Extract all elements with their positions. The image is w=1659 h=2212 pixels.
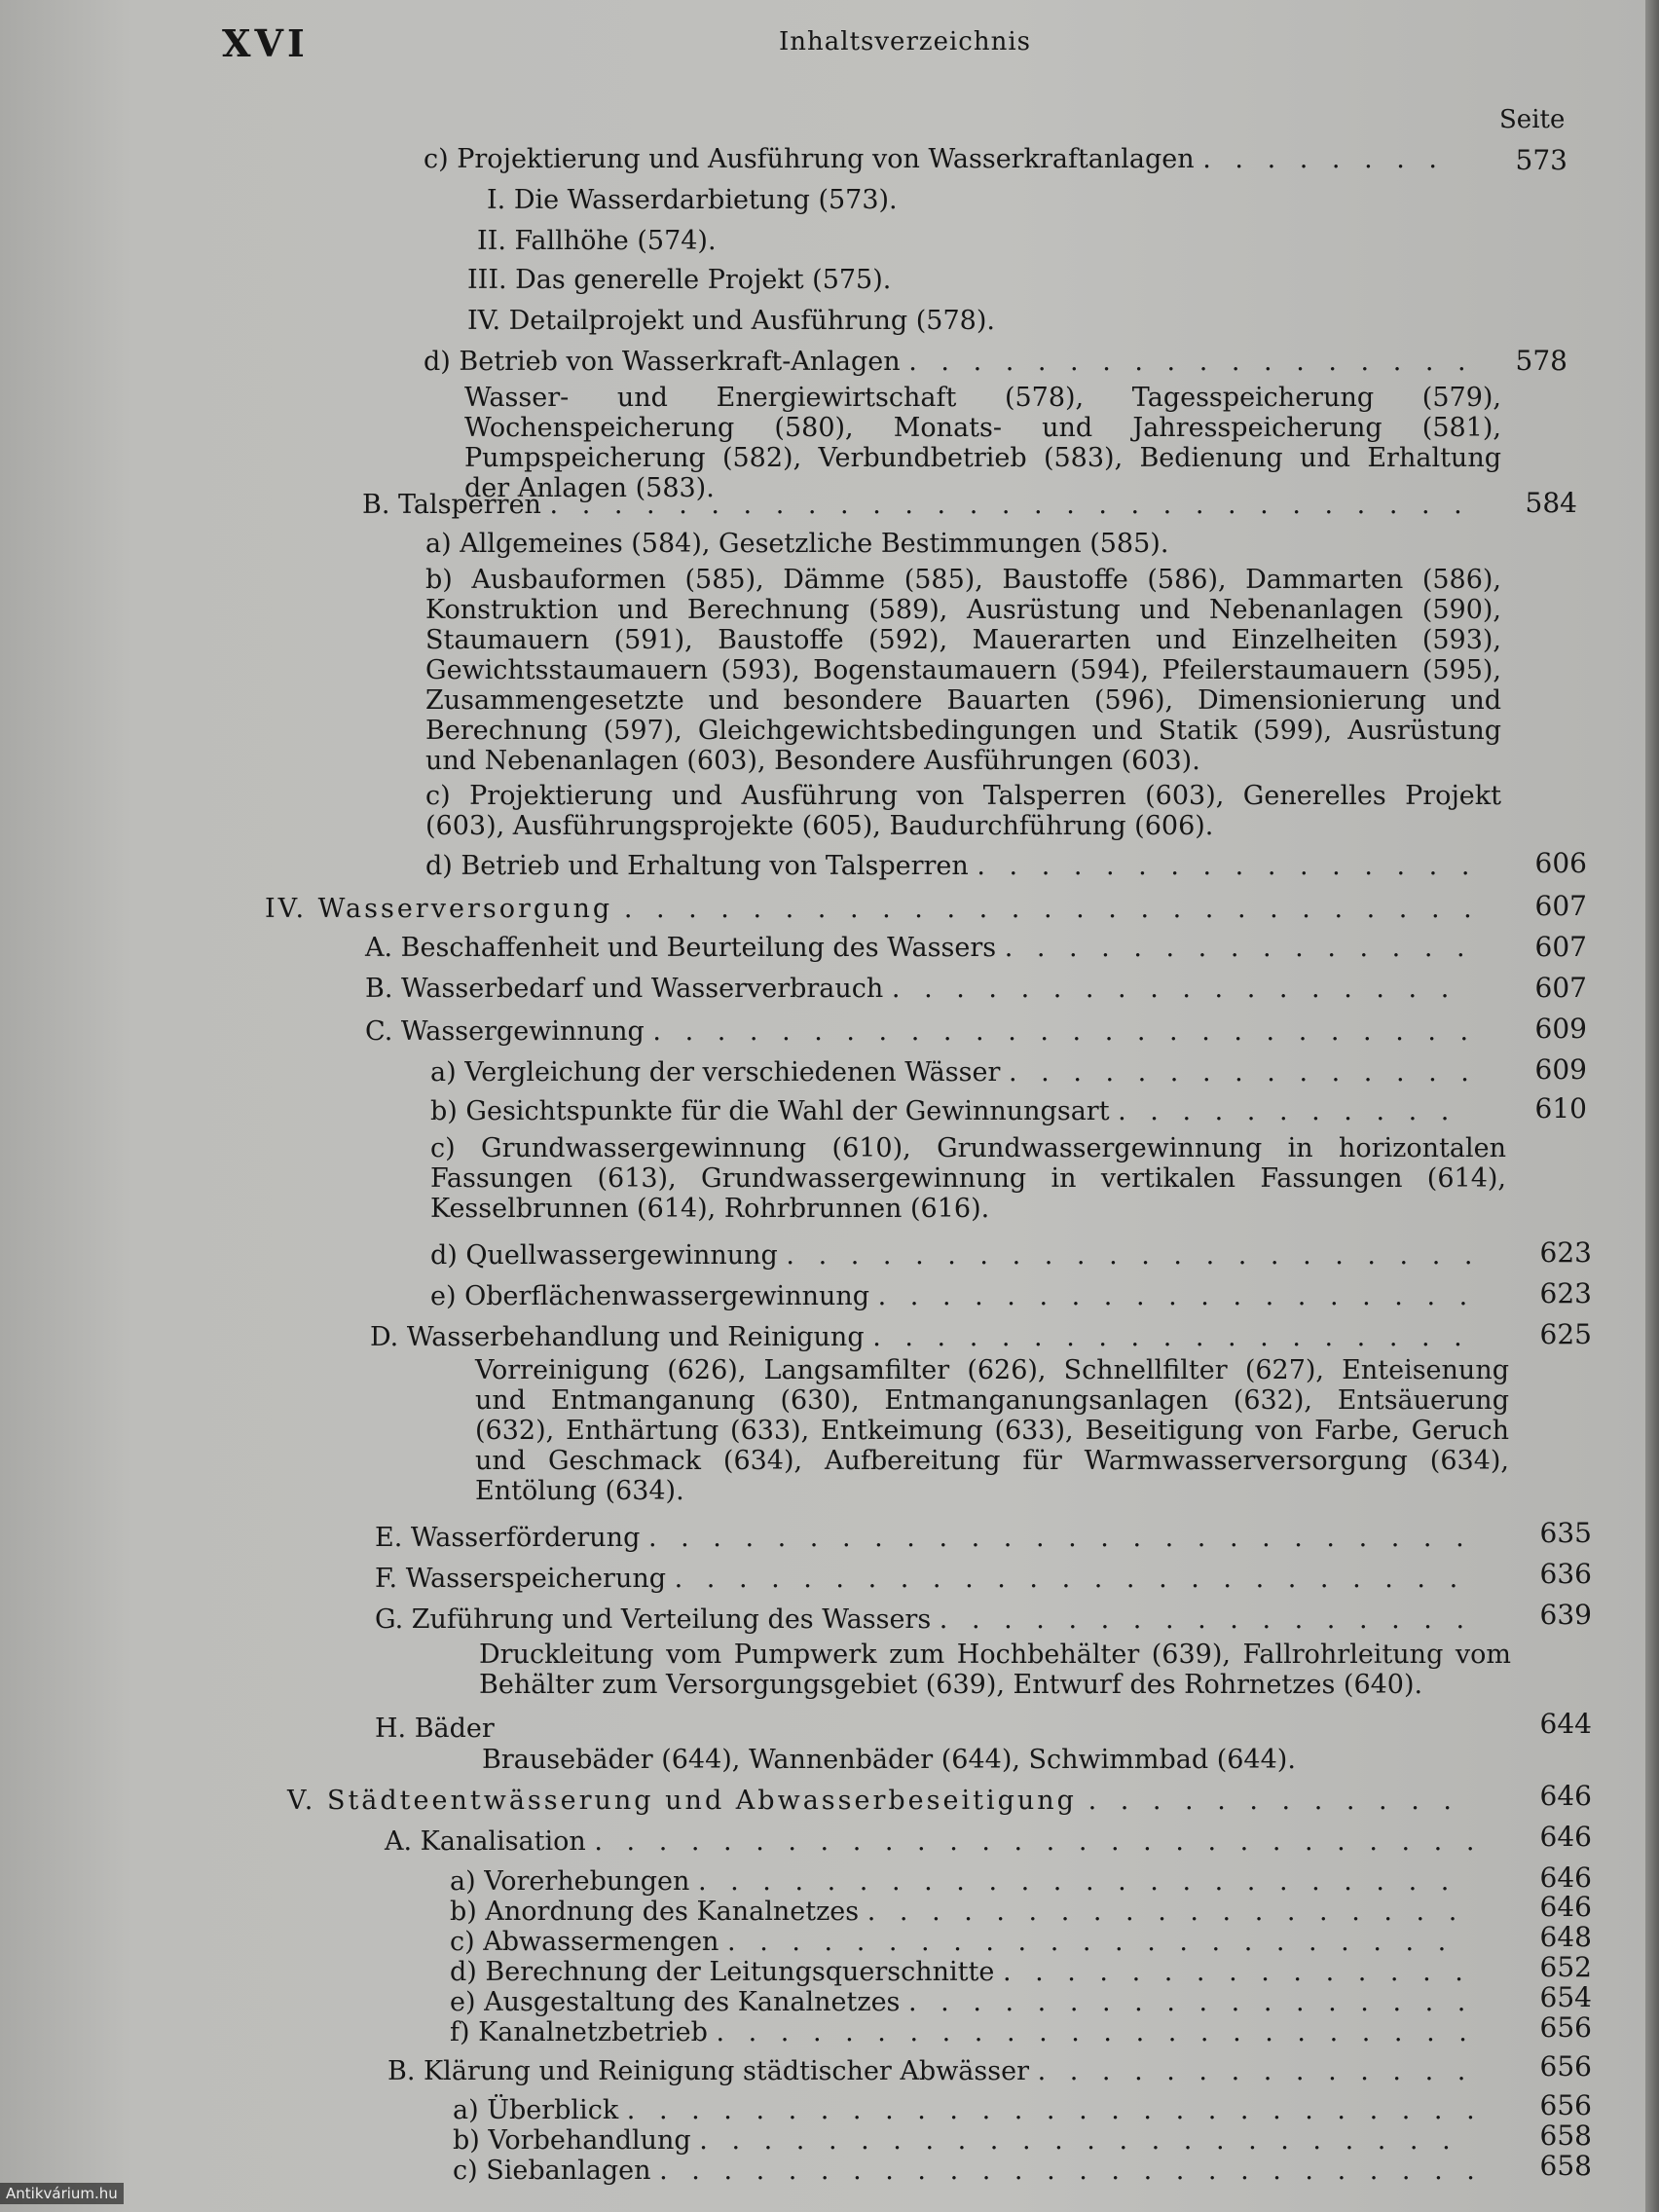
toc-page: 654 [1539,1981,1592,2013]
toc-entry: b) Vorbehandlung . . . . . . . . . . . . . . . . . . . . . . . . [453,2125,1458,2156]
toc-entry: a) Vergleichung der verschiedenen Wässer . . . . . . . . . . . . . . . [430,1057,1477,1088]
toc-entry: c) Abwassermengen . . . . . . . . . . . . . . . . . . . . . . . [450,1927,1455,1957]
toc-page: 646 [1539,1821,1592,1853]
toc-entry: d) Quellwassergewinnung . . . . . . . . . . . . . . . . . . . . . . [430,1240,1481,1271]
toc-chapter: V. Städteentwässerung und Abwasserbeseitigung . . . . . . . . . . . . [287,1786,1459,1816]
watermark: Antikvárium.hu [0,2183,124,2204]
toc-entry: A. Kanalisation . . . . . . . . . . . . . . . . . . . . . . . . . . . . [385,1826,1483,1857]
page-number-roman: XVI [222,21,309,65]
toc-page: 656 [1539,2089,1592,2121]
toc-chapter: IV. Wasserversorgung . . . . . . . . . . . . . . . . . . . . . . . . . . . [265,894,1480,924]
toc-page: 656 [1539,2011,1592,2044]
toc-page: 609 [1534,1013,1587,1045]
toc-entry: III. Das generelle Projekt (575). [467,265,892,295]
toc-page: 625 [1539,1318,1592,1350]
toc-entry: d) Betrieb und Erhaltung von Talsperren . . . . . . . . . . . . . . . . [425,851,1478,881]
seite-column-label: Seite [1499,105,1566,134]
toc-entry: a) Vorerhebungen . . . . . . . . . . . . . . . . . . . . . . . . [450,1866,1457,1897]
toc-entry: IV. Detailprojekt und Ausführung (578). [467,306,995,336]
toc-entry: II. Fallhöhe (574). [477,226,717,256]
toc-page: 609 [1534,1053,1587,1086]
toc-page: 639 [1539,1599,1592,1631]
toc-page: 578 [1515,345,1567,377]
toc-page: 610 [1534,1092,1587,1124]
toc-subtopics: c) Grundwassergewinnung (610), Grundwassergewinnung in horizontalen Fassungen (613), Grundwassergewinnung in vertikalen Fassungen (614), Kesselbrunnen (614), Rohrbrunnen (616). [430,1133,1506,1224]
toc-entry: E. Wasserförderung . . . . . . . . . . . . . . . . . . . . . . . . . . [375,1523,1472,1553]
toc-entry: Brausebäder (644), Wannenbäder (644), Schwimmbad (644). [482,1745,1296,1775]
toc-entry: B. Talsperren . . . . . . . . . . . . . . . . . . . . . . . . . . . . . [362,490,1470,520]
toc-entry: D. Wasserbehandlung und Reinigung . . . . . . . . . . . . . . . . . . . [370,1322,1470,1352]
toc-subtopics: b) Ausbauformen (585), Dämme (585), Baustoffe (586), Dammarten (586), Konstruktion und Berechnung (589), Ausrüstung und Nebenanlagen (590), Staumauern (591), Baustoffe (592), Mauerarten und Einzelheiten (593), Gewichtsstaumauern (593), Bogenstaumauern (594), Pfeilerstaumauern (595), Zusammengesetzte und besondere Bauarten (596), Dimensionierung und Berechnung (597), Gleichgewichtsbedingungen und Statik (599), Ausrüstung und Nebenanlagen (603), Besondere Ausführungen (603). [425,565,1501,776]
toc-page: 607 [1534,890,1587,922]
toc-entry: G. Zuführung und Verteilung des Wassers . . . . . . . . . . . . . . . . . [375,1604,1473,1635]
toc-page: 656 [1539,2050,1592,2083]
page-title: Inhaltsverzeichnis [779,27,1031,56]
toc-entry: F. Wasserspeicherung . . . . . . . . . . . . . . . . . . . . . . . . . [375,1564,1466,1594]
toc-page: 652 [1539,1951,1592,1983]
toc-entry: c) Projektierung und Ausführung von Wasserkraftanlagen . . . . . . . . [424,144,1446,174]
toc-page: 623 [1539,1236,1592,1269]
toc-entry: e) Oberflächenwassergewinnung . . . . . . . . . . . . . . . . . . . [430,1281,1476,1311]
toc-entry: B. Klärung und Reinigung städtischer Abwässer . . . . . . . . . . . . . . [387,2056,1474,2086]
toc-entry: d) Berechnung der Leitungsquerschnitte . . . . . . . . . . . . . . . [450,1957,1471,1987]
toc-page: 646 [1539,1862,1592,1894]
toc-subtopics: Wasser- und Energiewirtschaft (578), Tagesspeicherung (579), Wochenspeicherung (580), Monats- und Jahresspeicherung (581), Pumpspeicherung (582), Verbundbetrieb (583), Bedienung und Erhaltung der Anlagen (583). [464,383,1501,503]
toc-entry: f) Kanalnetzbetrieb . . . . . . . . . . . . . . . . . . . . . . . . [450,2017,1475,2047]
toc-entry: a) Allgemeines (584), Gesetzliche Bestimmungen (585). [425,529,1169,559]
toc-entry: c) Siebanlagen . . . . . . . . . . . . . . . . . . . . . . . . . . [453,2156,1483,2186]
toc-page: 648 [1539,1921,1592,1953]
toc-page: 646 [1539,1780,1592,1812]
toc-page: 635 [1539,1517,1592,1549]
toc-subtopics: Druckleitung vom Pumpwerk zum Hochbehälter (639), Fallrohrleitung vom Behälter zum Versorgungsgebiet (639), Entwurf des Rohrnetzes (640). [479,1640,1511,1700]
toc-page: 658 [1539,2150,1592,2182]
toc-entry: b) Anordnung des Kanalnetzes . . . . . . . . . . . . . . . . . . . [450,1897,1465,1927]
book-spine [1645,0,1659,2212]
toc-page: 644 [1539,1708,1592,1740]
toc-page: 584 [1525,487,1577,519]
toc-entry: a) Überblick . . . . . . . . . . . . . . . . . . . . . . . . . . . [453,2095,1483,2125]
toc-entry: e) Ausgestaltung des Kanalnetzes . . . . . . . . . . . . . . . . . . [450,1987,1474,2017]
toc-page: 606 [1534,847,1587,879]
toc-entry: H. Bäder [375,1714,495,1744]
toc-subtopics: Vorreinigung (626), Langsamfilter (626), Schnellfilter (627), Enteisenung und Entmanganung (630), Entmanganungsanlagen (632), Entsäuerung (632), Enthärtung (633), Entkeimung (633), Beseitigung von Farbe, Geruch und Geschmack (634), Aufbereitung für Warmwasserversorgung (634), Entölung (634). [475,1355,1509,1506]
toc-entry: I. Die Wasserdarbietung (573). [487,185,898,215]
toc-page: 607 [1534,972,1587,1004]
toc-entry: B. Wasserbedarf und Wasserverbrauch . . . . . . . . . . . . . . . . . . [365,974,1457,1004]
toc-subtopics: c) Projektierung und Ausführung von Talsperren (603), Generelles Projekt (603), Ausführungsprojekte (605), Baudurchführung (606). [425,781,1501,841]
toc-page: 573 [1515,144,1567,176]
toc-entry: b) Gesichtspunkte für die Wahl der Gewinnungsart . . . . . . . . . . . [430,1096,1457,1126]
toc-page: 646 [1539,1891,1592,1923]
toc-page: 623 [1539,1277,1592,1309]
toc-entry: C. Wassergewinnung . . . . . . . . . . . . . . . . . . . . . . . . . . [365,1016,1477,1047]
toc-page: 658 [1539,2120,1592,2152]
toc-page: 636 [1539,1558,1592,1590]
toc-entry: d) Betrieb von Wasserkraft-Anlagen . . . . . . . . . . . . . . . . . . [424,347,1474,377]
toc-entry: A. Beschaffenheit und Beurteilung des Wassers . . . . . . . . . . . . . . . [365,933,1473,963]
toc-page: 607 [1534,931,1587,963]
